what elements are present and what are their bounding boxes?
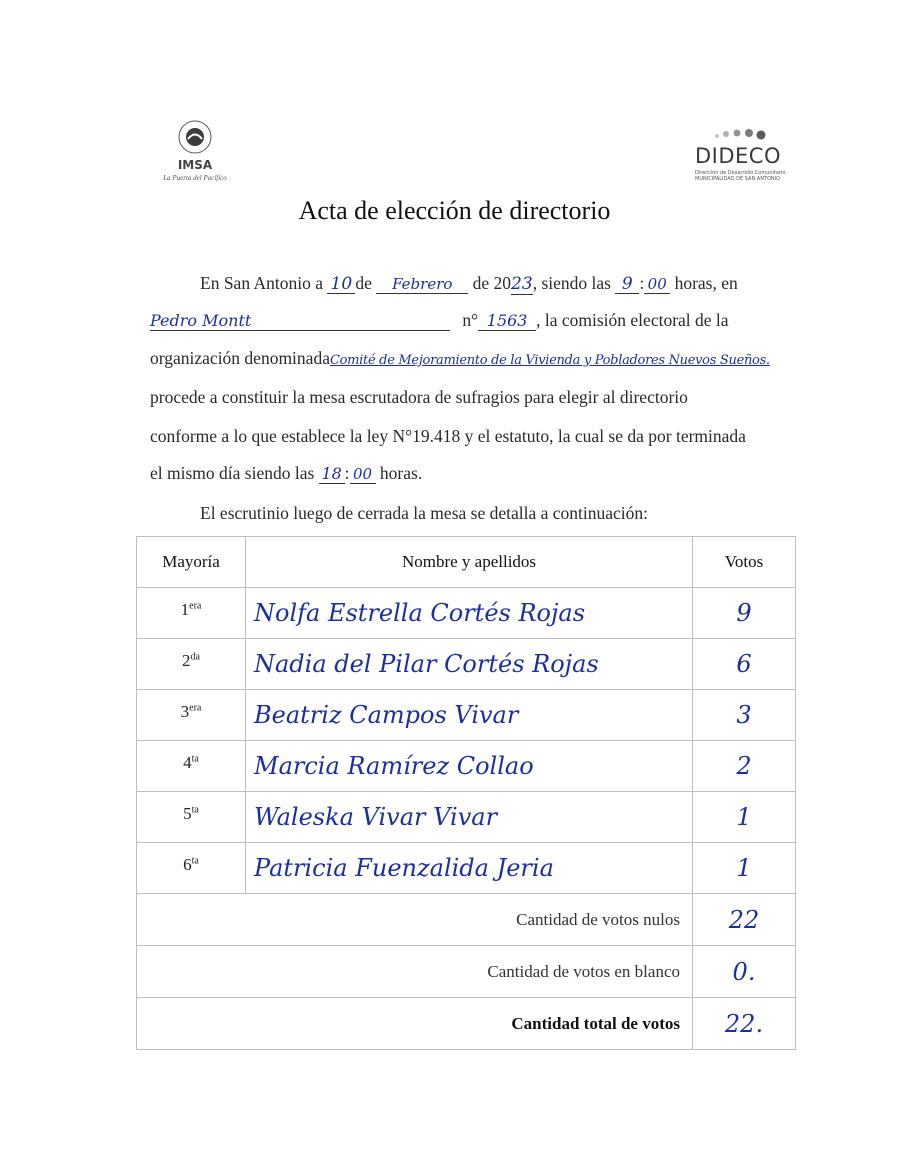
candidate-name: Waleska Vivar Vivar xyxy=(246,792,693,843)
paragraph-line-4: procede a constituir la mesa escrutadora de sufragios para elegir al directorio xyxy=(150,387,688,407)
null-votes-value: 22 xyxy=(693,894,796,946)
street-number-field: 1563 xyxy=(478,312,536,331)
total-votes-row xyxy=(137,998,796,1050)
table-row xyxy=(137,792,796,843)
paragraph-line-6: el mismo día siendo las 18 : 00 horas. xyxy=(150,463,423,483)
candidate-votes: 3 xyxy=(693,690,796,741)
header-votes: Votos xyxy=(693,537,796,588)
paragraph-line-3: organización denominadaComité de Mejoramiento de la Vivienda y Pobladores Nuevos Sueños. xyxy=(150,348,770,368)
paragraph-line-2: Pedro Montt n° 1563 , la comisión electoral de la xyxy=(150,310,729,330)
day-field: 10 xyxy=(327,275,355,294)
null-votes-row xyxy=(137,894,796,946)
dideco-name: DIDECO xyxy=(695,144,781,168)
candidate-votes: 1 xyxy=(693,843,796,894)
dideco-subtitle: Dirección de Desarrollo Comunitario · MUNICIPALIDAD DE SAN ANTONIO xyxy=(695,170,789,182)
candidate-name: Nolfa Estrella Cortés Rojas xyxy=(246,588,693,639)
candidate-votes: 2 xyxy=(693,741,796,792)
total-votes-label: Cantidad total de votos xyxy=(137,998,693,1050)
end-minute-field: 00 xyxy=(350,465,376,484)
candidate-name: Marcia Ramírez Collao xyxy=(246,741,693,792)
header-rank: Mayoría xyxy=(137,537,246,588)
dideco-logo xyxy=(695,125,790,185)
candidate-votes: 1 xyxy=(693,792,796,843)
imsa-logo xyxy=(150,120,240,190)
minute-field: 00 xyxy=(644,275,670,294)
paragraph-2: El escrutinio luego de cerrada la mesa se detalla a continuación: xyxy=(200,503,649,523)
header-name: Nombre y apellidos xyxy=(246,537,693,588)
paragraph-line-1: En San Antonio a 10 de Febrero de 2023, siendo las 9 : 00 horas, en xyxy=(200,273,738,294)
candidate-name: Patricia Fuenzalida Jeria xyxy=(246,843,693,894)
results-table xyxy=(136,536,796,1050)
table-row xyxy=(137,843,796,894)
rank-cell: $1^{era}$ xyxy=(137,588,246,639)
rank-cell: $2^{da}$ xyxy=(137,639,246,690)
imsa-motto: La Puerta del Pacífico xyxy=(163,174,227,182)
end-hour-field: 18 xyxy=(319,465,345,484)
table-row xyxy=(137,741,796,792)
imsa-name: IMSA xyxy=(177,158,213,172)
candidate-votes: 6 xyxy=(693,639,796,690)
total-votes-value: 22. xyxy=(693,998,796,1050)
candidate-name: Nadia del Pilar Cortés Rojas xyxy=(246,639,693,690)
blank-votes-label: Cantidad de votos en blanco xyxy=(137,946,693,998)
year-field: 23 xyxy=(511,274,533,294)
candidate-name: Beatriz Campos Vivar xyxy=(246,690,693,741)
table-row xyxy=(137,588,796,639)
organization-name-field: Comité de Mejoramiento de la Vivienda y Pobladores Nuevos Sueños. xyxy=(329,353,770,368)
paragraph-line-5: conforme a lo que establece la ley N°19.418 y el estatuto, la cual se da por terminada xyxy=(150,426,746,446)
table-header-row xyxy=(137,537,796,588)
rank-cell: $3^{era}$ xyxy=(137,690,246,741)
null-votes-label: Cantidad de votos nulos xyxy=(137,894,693,946)
rank-cell: $4^{ta}$ xyxy=(137,741,246,792)
hour-field: 9 xyxy=(615,275,639,294)
candidate-votes: 9 xyxy=(693,588,796,639)
dideco-dots-icon xyxy=(713,125,769,143)
table-row xyxy=(137,690,796,741)
rank-cell: $5^{ta}$ xyxy=(137,792,246,843)
table-row xyxy=(137,639,796,690)
blank-votes-value: 0. xyxy=(693,946,796,998)
street-field: Pedro Montt xyxy=(150,312,450,331)
blank-votes-row xyxy=(137,946,796,998)
document-title: Acta de elección de directorio xyxy=(298,196,611,225)
month-field: Febrero xyxy=(376,275,468,294)
rank-cell: $6^{ta}$ xyxy=(137,843,246,894)
